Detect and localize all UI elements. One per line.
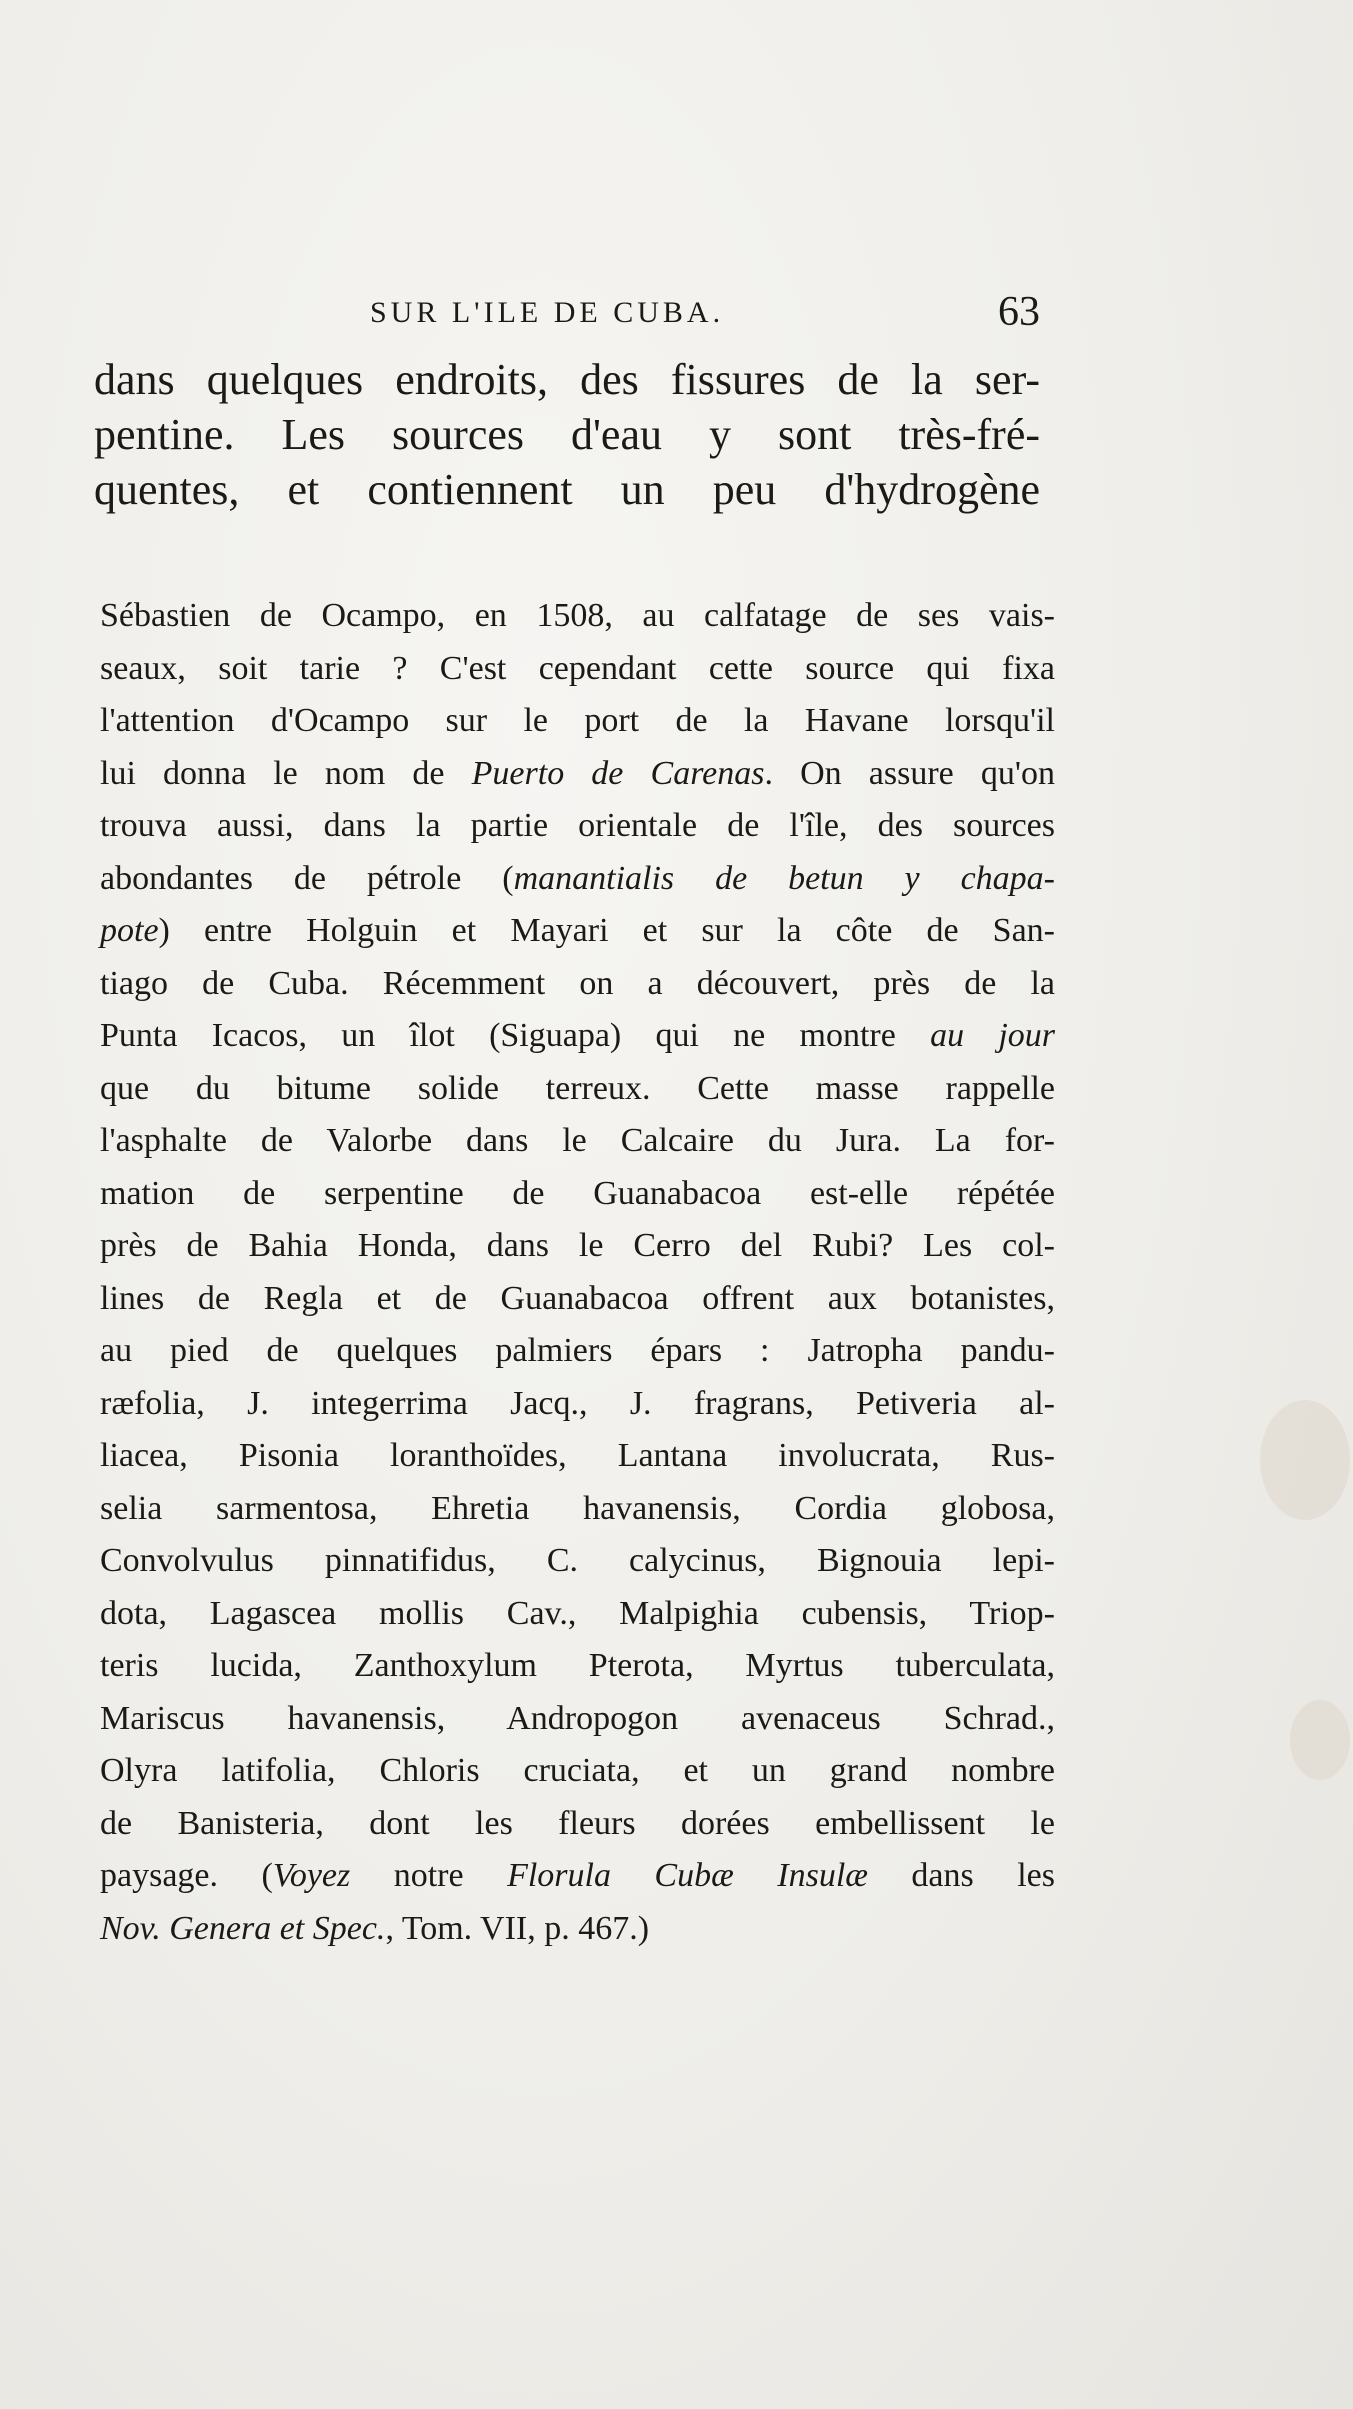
footnote-line: ræfolia, J. integerrima Jacq., J. fragrans, Petiveria al-: [100, 1384, 1055, 1422]
footnote-line: teris lucida, Zanthoxylum Pterota, Myrtus tuberculata,: [100, 1647, 1055, 1684]
footnote-line: trouva aussi, dans la partie orientale de l'île, des sources: [100, 807, 1055, 844]
footnote-line: Olyra latifolia, Chloris cruciata, et un grand nombre: [100, 1752, 1055, 1789]
footnote-block: [100, 590, 1055, 1955]
footnote-line: abondantes de pétrole (manantialis de betun y chapa-: [100, 859, 1055, 897]
footnote-line: Convolvulus pinnatifidus, C. calycinus, Bignouia lepi-: [100, 1542, 1055, 1579]
footnote-line: de Banisteria, dont les fleurs dorées embellissent le: [100, 1804, 1055, 1842]
italic-term: manantialis de betun y chapa-: [513, 859, 1055, 897]
footnote-line: l'attention d'Ocampo sur le port de la Havane lorsqu'il: [100, 702, 1055, 739]
italic-term: Puerto de Carenas: [471, 754, 765, 792]
footnote-line: pote) entre Holguin et Mayari et sur la côte de San-: [100, 912, 1055, 949]
footnote-line: Mariscus havanensis, Andropogon avenaceus Schrad.,: [100, 1699, 1055, 1737]
italic-term: Voyez: [272, 1857, 351, 1894]
footnote-line: Sébastien de Ocampo, en 1508, au calfatage de ses vais-: [100, 597, 1055, 634]
footnote-line: paysage. (Voyez notre Florula Cubæ Insulæ dans les: [100, 1857, 1056, 1894]
footnote-line: que du bitume solide terreux. Cette masse rappelle: [100, 1069, 1055, 1107]
italic-term: pote: [100, 912, 159, 949]
footnote-line: mation de serpentine de Guanabacoa est-elle répétée: [100, 1174, 1055, 1212]
running-head: SUR L'ILE DE CUBA.: [370, 296, 725, 329]
footnote-line: Punta Icacos, un îlot (Siguapa) qui ne montre au jour: [100, 1017, 1055, 1054]
text-line: dans quelques endroits, des fissures de la ser-: [94, 355, 1040, 404]
italic-term: Florula Cubæ Insulæ: [507, 1857, 868, 1894]
italic-term: Nov. Genera et Spec.: [100, 1909, 386, 1947]
footnote-line: l'asphalte de Valorbe dans le Calcaire du Jura. La for-: [100, 1122, 1055, 1159]
footnote-line: lines de Regla et de Guanabacoa offrent aux botanistes,: [100, 1279, 1055, 1317]
page-number: 63: [998, 289, 1040, 335]
footnote-line: près de Bahia Honda, dans le Cerro del Rubi? Les col-: [100, 1227, 1055, 1264]
footnote-line: liacea, Pisonia loranthoïdes, Lantana involucrata, Rus-: [100, 1437, 1055, 1474]
footnote-line: Nov. Genera et Spec., Tom. VII, p. 467.): [100, 1909, 650, 1947]
text-line: quentes, et contiennent un peu d'hydrogène: [94, 465, 1040, 514]
paper-stain: [1290, 1700, 1350, 1780]
footnote-line: lui donna le nom de Puerto de Carenas. On assure qu'on: [100, 754, 1055, 792]
text-line: pentine. Les sources d'eau y sont très-fré-: [94, 410, 1040, 459]
footnote-line: dota, Lagascea mollis Cav., Malpighia cubensis, Triop-: [100, 1594, 1055, 1632]
page-header: [370, 288, 1040, 338]
italic-term: au jour: [930, 1017, 1055, 1054]
paper-stain: [1260, 1400, 1350, 1520]
footnote-line: au pied de quelques palmiers épars : Jatropha pandu-: [100, 1332, 1055, 1369]
footnote-line: seaux, soit tarie ? C'est cependant cette source qui fixa: [100, 649, 1055, 687]
footnote-line: selia sarmentosa, Ehretia havanensis, Cordia globosa,: [100, 1489, 1055, 1527]
footnote-line: tiago de Cuba. Récemment on a découvert, près de la: [100, 964, 1055, 1002]
main-text-paragraph: [94, 352, 1040, 517]
